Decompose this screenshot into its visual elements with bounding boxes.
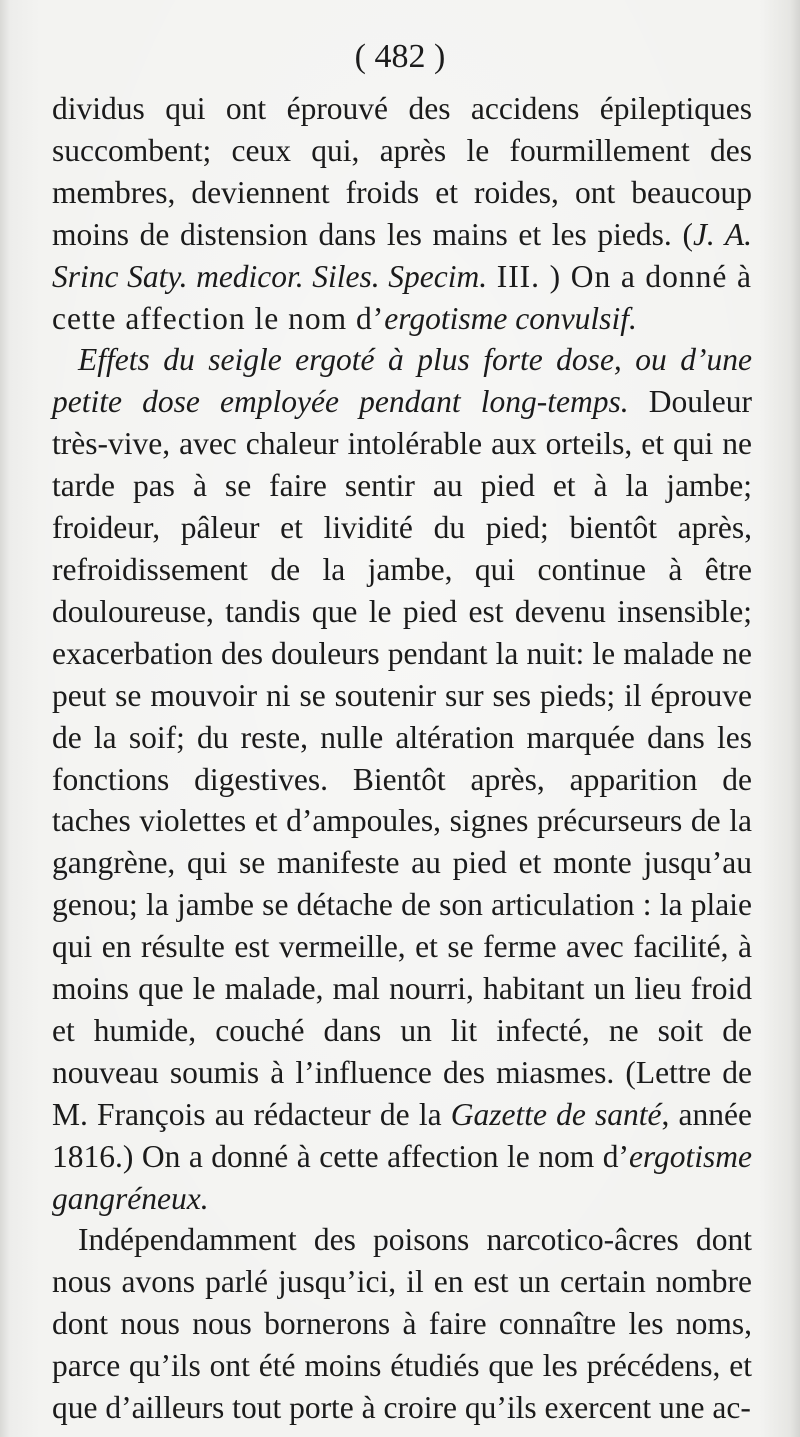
p2-term-ergotisme-gangreneux: ergotisme gangréneux. [52,1138,752,1216]
body-text [52,88,752,1429]
p2-run-4: , année 1816.) On a donné à cette affection le nom d’ [52,1096,752,1174]
paragraph-3 [52,1219,752,1429]
p2-heading: Effets du seigle ergoté à plus forte dose, ou d’une petite dose employée pendant long-temps. [52,342,752,420]
paragraph-2 [52,339,752,1219]
p2-gazette-title: Gazette de santé [450,1096,662,1132]
p1-citation: J. A. Srinc Saty. medicor. Siles. Specim. [52,216,752,294]
p1-term-ergotisme-convulsif: ergotisme convulsif. [384,300,637,336]
p3-run-1: Indépendamment des poisons narcotico-âcres dont nous avons parlé jusqu’ici, il en est un certain nombre dont nous nous bornerons à faire connaître les noms, parce qu’ils ont été moins étudiés que les précédens, et que d’ailleurs tout porte à croire qu’ils exercent une ac- [52,1222,752,1426]
p2-run-2: Douleur très-vive, avec chaleur intolérable aux orteils, et qui ne tarde pas à se faire sentir au pied et à la jambe; froideur, pâleur et lividité du pied; bientôt après, refroidissement de la jambe, qui continue à être douloureuse, tandis que le pied est devenu insensible; exacerbation des douleurs pendant la nuit: le malade ne peut se mouvoir ni se soutenir sur ses pieds; il éprouve de la soif; du reste, nulle altération marquée dans les fonctions digestives. Bientôt après, apparition de taches violettes et d’ampoules, signes précurseurs de la gangrène, qui se manifeste au pied et monte jusqu’au genou; la jambe se détache de son articulation : la plaie qui en résulte est vermeille, et se ferme avec facilité, à moins que le malade, mal nourri, habitant un lieu froid et humide, couché dans un lit infecté, ne soit de nouveau soumis à l’influence des miasmes. (Lettre de M. François au rédacteur de la [52,384,752,1132]
paragraph-1 [52,88,752,339]
p1-run-1: dividus qui ont éprouvé des accidens épileptiques succombent; ceux qui, après le fourmillement des membres, deviennent froids et roides, ont beaucoup moins de distension dans les mains et les pieds. ( [52,91,752,252]
page-number: ( 482 ) [354,38,446,75]
p1-run-3: III. ) On a donné à cette affection le nom d’ [52,258,752,336]
